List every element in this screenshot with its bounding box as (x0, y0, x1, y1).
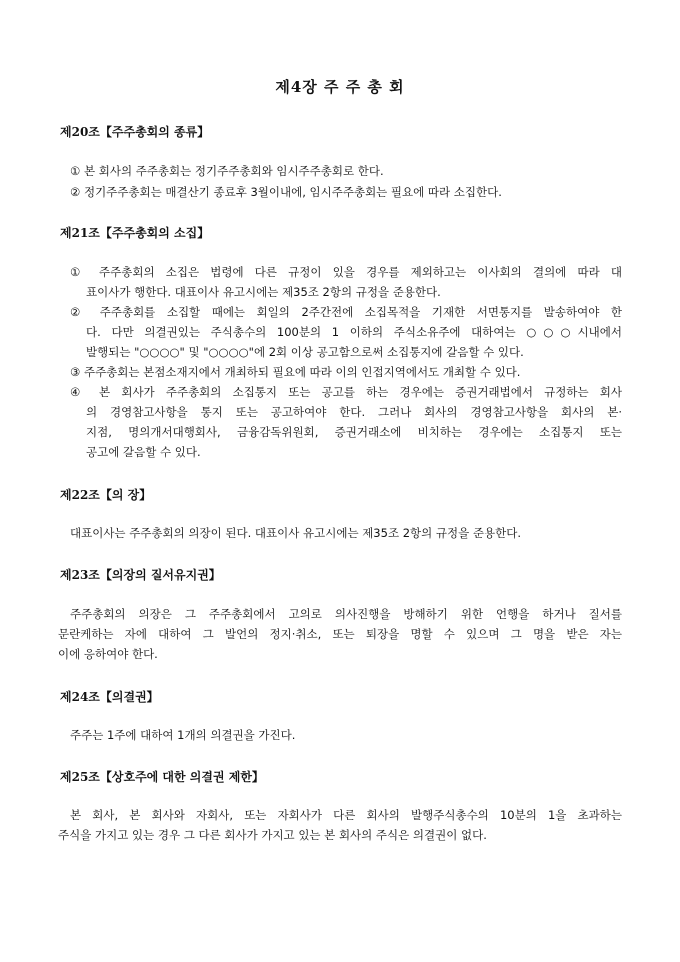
article-22-body: 대표이사는 주주총회의 의장이 된다. 대표이사 유고시에는 제35조 2항의 규정을 준용한다. (70, 526, 521, 540)
article-25-heading: 제25조【상호주에 대한 의결권 제한】 (60, 770, 264, 784)
article-21-clause-1-line-2: 표이사가 행한다. 대표이사 유고시에는 제35조 2항의 규정을 준용한다. (86, 285, 441, 299)
article-20-clause-1: ① 본 회사의 주주총회는 정기주주총회와 임시주주총회로 한다. (70, 164, 384, 178)
article-21-clause-4-line-2: 의 경영참고사항을 통지 또는 공고하여야 한다. 그러나 회사의 경영참고사항을 회사의 본· (86, 405, 622, 419)
article-20-clause-2: ② 정기주주총회는 매결산기 종료후 3월이내에, 임시주주총회는 필요에 따라 소집한다. (70, 185, 502, 199)
article-20-heading: 제20조【주주총회의 종류】 (60, 125, 210, 139)
article-21-clause-2-line-3: 발행되는 "○○○○" 및 "○○○○"에 2회 이상 공고함으로써 소집통지에 갈음할 수 있다. (86, 345, 524, 359)
article-21-clause-1-line-1: ① 주주총회의 소집은 법령에 다른 규정이 있을 경우를 제외하고는 이사회의 결의에 따라 대 (70, 265, 622, 279)
article-21-clause-4-line-4: 공고에 갈음할 수 있다. (86, 445, 201, 459)
article-21-clause-2-line-2: 다. 다만 의결권있는 주식총수의 100분의 1 이하의 주식소유주에 대하여는 ○○○시내에서 (86, 325, 622, 339)
article-21-clause-4-line-1: ④ 본 회사가 주주총회의 소집통지 또는 공고를 하는 경우에는 증권거래법에서 규정하는 회사 (70, 385, 622, 399)
article-23-body-line-1: 주주총회의 의장은 그 주주총회에서 고의로 의사진행을 방해하기 위한 언행을 하거나 질서를 (70, 607, 622, 621)
article-25-body-line-2: 주식을 가지고 있는 경우 그 다른 회사가 가지고 있는 본 회사의 주식은 의결권이 없다. (58, 828, 487, 842)
article-24-body: 주주는 1주에 대하여 1개의 의결권을 가진다. (70, 728, 296, 742)
article-21-heading: 제21조【주주총회의 소집】 (60, 226, 210, 240)
article-25-body-line-1: 본 회사, 본 회사와 자회사, 또는 자회사가 다른 회사의 발행주식총수의 10분의 1을 초과하는 (70, 808, 622, 822)
article-21-clause-4-line-3: 지점, 명의개서대행회사, 금융감독위원회, 증권거래소에 비치하는 경우에는 소집통지 또는 (86, 425, 622, 439)
article-23-heading: 제23조【의장의 질서유지권】 (60, 568, 221, 582)
article-21-clause-3: ③ 주주총회는 본점소재지에서 개최하되 필요에 따라 이의 인접지역에서도 개최할 수 있다. (70, 365, 521, 379)
chapter-title: 제4장 주 주 총 회 (275, 78, 405, 96)
article-23-body-line-2: 문란케하는 자에 대하여 그 발언의 정지·취소, 또는 퇴장을 명할 수 있으며 그 명을 받은 자는 (58, 627, 622, 641)
article-23-body-line-3: 이에 응하여야 한다. (58, 647, 158, 661)
article-22-heading: 제22조【의 장】 (60, 488, 152, 502)
article-24-heading: 제24조【의결권】 (60, 690, 159, 704)
article-21-clause-2-line-1: ② 주주총회를 소집할 때에는 회일의 2주간전에 소집목적을 기재한 서면통지를 발송하여야 한 (70, 305, 622, 319)
